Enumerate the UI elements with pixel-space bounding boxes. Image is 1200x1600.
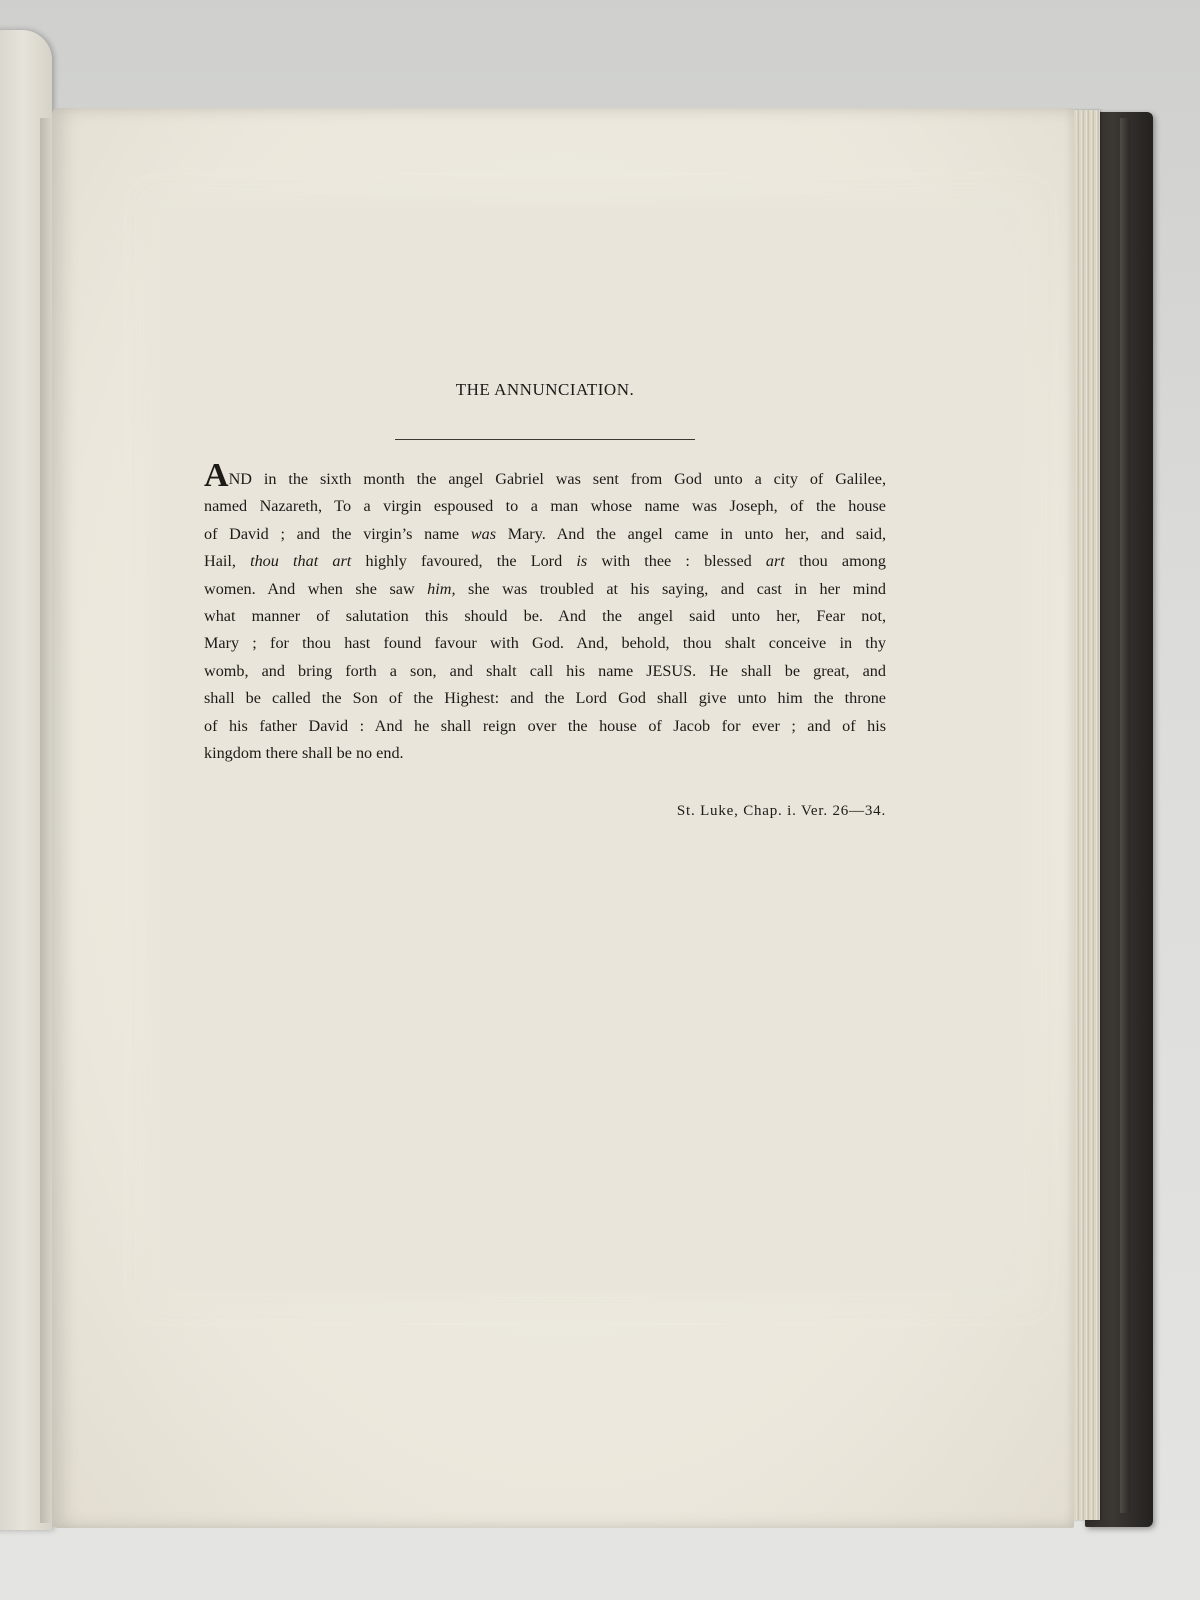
line-text: thou among bbox=[784, 552, 886, 571]
italic-word: art bbox=[765, 552, 785, 571]
passage-line-11: kingdom there shall be no end. bbox=[204, 744, 404, 763]
cover-spine-edge bbox=[1120, 118, 1130, 1513]
line-text: of David ; and the virgin’s name bbox=[204, 524, 471, 543]
passage-line-6: what manner of salutation this should be. And the angel said unto her, Fear not, bbox=[204, 607, 886, 626]
passage-line-7: Mary ; for thou hast found favour with God. And, behold, thou shalt conceive in thy bbox=[204, 634, 886, 653]
scripture-passage bbox=[204, 457, 887, 767]
passage-line-9: shall be called the Son of the Highest: and the Lord God shall give unto him the throne bbox=[204, 689, 886, 708]
page-content bbox=[204, 380, 886, 820]
passage-line-1 bbox=[204, 457, 886, 494]
passage-line-3 bbox=[204, 521, 886, 548]
passage-line-10: of his father David : And he shall reign over the house of Jacob for ever ; and of his bbox=[204, 716, 886, 735]
line-text: with thee : blessed bbox=[587, 552, 766, 571]
scripture-citation: St. Luke, Chap. i. Ver. 26—34. bbox=[676, 803, 886, 820]
line-text: ND in the sixth month the angel Gabriel was sent from God unto a city of Galilee, bbox=[228, 470, 886, 488]
line-text: Mary. And the angel came in unto her, and said, bbox=[496, 524, 886, 543]
passage-line-8: womb, and bring forth a son, and shalt call his name JESUS. He shall be great, and bbox=[204, 661, 886, 680]
italic-word: was bbox=[470, 524, 497, 543]
italic-word: him, bbox=[427, 579, 456, 598]
line-text: she was troubled at his saying, and cast in her mind bbox=[455, 579, 887, 598]
italic-word: thou that art bbox=[250, 552, 352, 571]
passage-line-5 bbox=[204, 576, 886, 603]
drop-cap: A bbox=[204, 457, 229, 494]
italic-word: is bbox=[576, 552, 588, 571]
line-text: highly favoured, the Lord bbox=[351, 552, 577, 571]
title-rule bbox=[395, 439, 695, 440]
line-text: Hail, bbox=[204, 552, 251, 571]
line-text: women. And when she saw bbox=[204, 579, 428, 598]
passage-line-2: named Nazareth, To a virgin espoused to a man whose name was Joseph, of the house bbox=[204, 497, 886, 516]
passage-line-4 bbox=[204, 548, 886, 575]
page-title: THE ANNUNCIATION. bbox=[455, 380, 635, 399]
